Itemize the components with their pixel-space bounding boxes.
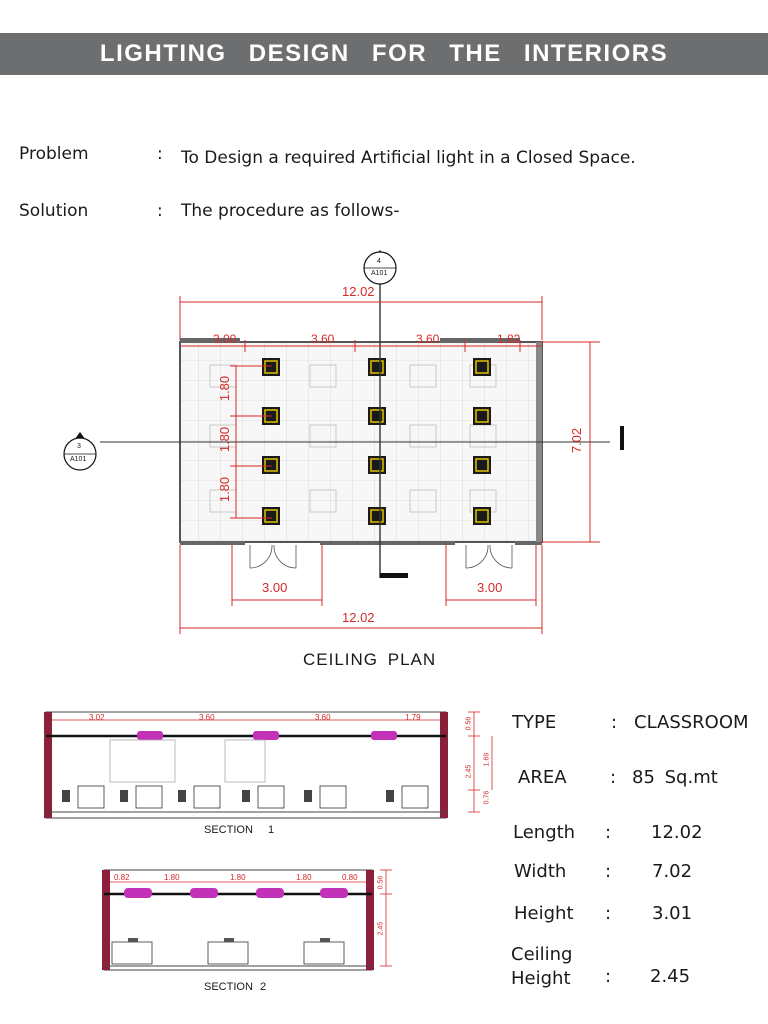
section2-side-1: 0.56 — [377, 875, 385, 890]
ceiling-plan-caption: CEILING PLAN — [303, 650, 437, 669]
section-1-caption: SECTION 1 — [204, 824, 275, 836]
plan-vspace-2: 1.80 — [217, 426, 233, 453]
spec-ceiling-height-label: Ceiling Height — [511, 944, 573, 989]
plan-side-dimension: 7.02 — [569, 427, 585, 454]
plan-segment-1: 3.00 — [213, 332, 237, 346]
problem-text: To Design a required Artificial light in a Closed Space. — [181, 148, 636, 168]
plan-bottom-dimension: 12.02 — [342, 610, 375, 625]
plan-segment-2: 3.60 — [311, 332, 335, 346]
spec-area-value: 85 Sq.mt — [632, 767, 718, 788]
marker-top-number: 4 — [377, 258, 381, 265]
page-title: LIGHTING DESIGN FOR THE INTERIORS — [99, 40, 669, 67]
solution-colon: : — [157, 201, 163, 221]
spec-type-label: TYPE — [512, 712, 557, 733]
spec-height-label: Height — [514, 903, 574, 924]
spec-ceiling-height-value: 2.45 — [650, 966, 691, 987]
section1-side-4: 0.76 — [483, 790, 491, 805]
solution-text: The procedure as follows- — [181, 201, 400, 221]
section1-dim-3: 3.60 — [315, 713, 331, 722]
plan-vspace-3: 1.80 — [217, 476, 233, 503]
section1-side-1: 0.56 — [465, 716, 473, 731]
section1-dim-4: 1.79 — [405, 713, 421, 722]
plan-segment-4: 1.82 — [497, 332, 521, 346]
problem-colon: : — [157, 144, 163, 164]
spec-length-value: 12.02 — [651, 822, 703, 843]
spec-length-label: Length — [513, 822, 576, 843]
section2-dim-2: 1.80 — [164, 873, 180, 882]
spec-width-label: Width — [514, 861, 567, 882]
marker-top-ref: A101 — [371, 270, 388, 277]
spec-height-value: 3.01 — [652, 903, 693, 924]
spec-width-value: 7.02 — [652, 861, 693, 882]
section-2-caption: SECTION 2 — [204, 981, 267, 993]
section1-dim-1: 3.02 — [89, 713, 105, 722]
section2-dim-3: 1.80 — [230, 873, 246, 882]
marker-left-ref: A101 — [70, 456, 87, 463]
problem-label: Problem — [19, 144, 89, 164]
section2-dim-4: 1.80 — [296, 873, 312, 882]
section1-dim-2: 3.60 — [199, 713, 215, 722]
spec-type-value: CLASSROOM — [634, 712, 749, 733]
section1-side-2: 2.45 — [465, 764, 473, 779]
solution-label: Solution — [19, 201, 89, 221]
marker-left-number: 3 — [77, 443, 81, 450]
plan-vspace-1: 1.80 — [217, 375, 233, 402]
door-dimension-1: 3.00 — [262, 580, 288, 595]
section2-dim-5: 0.80 — [342, 873, 358, 882]
plan-top-dimension: 12.02 — [342, 284, 375, 299]
plan-segment-3: 3.60 — [416, 332, 440, 346]
spec-area-label: AREA — [518, 767, 567, 788]
section1-side-3: 1.69 — [483, 752, 491, 767]
section2-side-2: 2.45 — [377, 921, 385, 936]
section2-dim-1: 0.82 — [114, 873, 130, 882]
door-dimension-2: 3.00 — [477, 580, 503, 595]
